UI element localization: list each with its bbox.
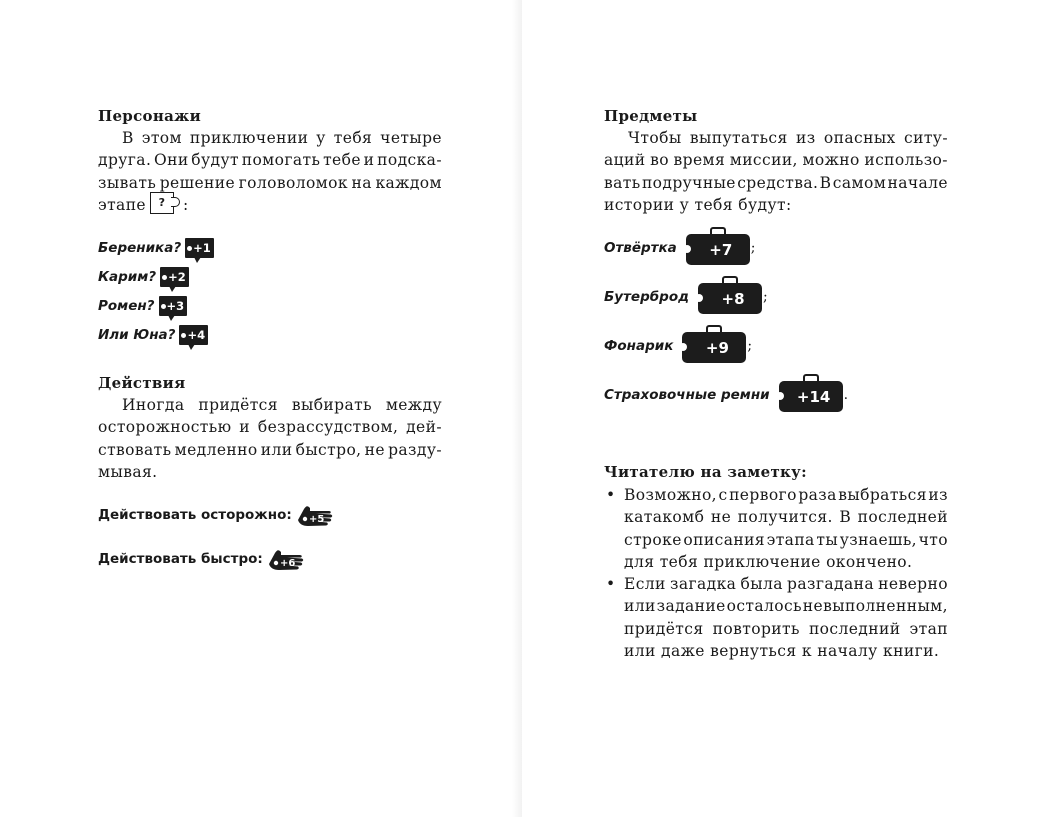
text: или даже вернуться к началу книги.: [624, 642, 940, 661]
word: быстро,: [295, 440, 362, 459]
word: дей-: [406, 418, 442, 437]
character-name: Карим?: [98, 269, 157, 285]
word: описания: [683, 530, 765, 549]
text-line: [98, 194, 442, 216]
right-page: [522, 0, 1044, 817]
bag-notch: [683, 245, 691, 253]
word: аций: [604, 151, 646, 170]
bag-icon: [682, 332, 746, 363]
text: [604, 172, 948, 194]
word: головоломок: [238, 173, 348, 192]
word: опасных: [823, 129, 896, 147]
character-value: +4: [187, 328, 206, 342]
word: последний: [808, 619, 901, 638]
text: [604, 149, 948, 171]
text-line: [624, 595, 948, 617]
punctuation: ;: [747, 337, 753, 354]
word: узнаешь,: [839, 530, 917, 549]
character-row: [98, 325, 208, 345]
text-line: [98, 149, 442, 171]
word: раза: [798, 486, 837, 504]
bag-notch: [695, 294, 703, 302]
word: была: [740, 575, 783, 594]
bag-notch: [679, 343, 687, 351]
bag-handle: [722, 276, 738, 286]
item-value: +8: [721, 289, 745, 308]
speech-bubble-icon: [179, 325, 208, 345]
word: Если: [624, 575, 666, 594]
bullet-mark: •: [606, 575, 616, 594]
note-heading: Читателю на заметку:: [604, 463, 807, 481]
word: В: [839, 508, 852, 527]
word: тебя: [333, 129, 373, 147]
dot: [161, 304, 166, 309]
word: Возможно,: [624, 486, 718, 504]
text-line: [98, 416, 442, 438]
action-careful-row: [98, 502, 334, 528]
word: ствовать: [98, 440, 172, 459]
word: придётся: [624, 619, 704, 638]
list-item: [604, 573, 948, 662]
punctuation: ;: [763, 288, 768, 305]
character-row: [98, 296, 187, 316]
character-row: [98, 267, 189, 287]
word: подручные: [641, 173, 736, 192]
word: не: [364, 440, 385, 459]
word: не: [710, 508, 732, 527]
action-label: Действовать осторожно:: [98, 507, 292, 523]
items-heading: Предметы: [604, 107, 698, 125]
word: выбирать: [291, 396, 372, 414]
word: последней: [857, 508, 948, 527]
word: загадка: [669, 575, 737, 594]
word: начале: [887, 173, 948, 192]
action-value: +6: [279, 558, 296, 569]
characters-heading: Персонажи: [98, 107, 202, 125]
item-row: [604, 230, 755, 265]
word: использо-: [864, 151, 948, 170]
colon: :: [183, 195, 189, 214]
word: зывать: [98, 173, 157, 192]
text-line: [98, 172, 442, 194]
bullet-mark: •: [606, 486, 616, 504]
word: этап: [909, 619, 948, 638]
word: решение: [159, 173, 236, 192]
characters-paragraph: [98, 127, 442, 216]
text-line: [98, 394, 442, 416]
word: из: [796, 129, 816, 147]
item-value: +7: [709, 240, 733, 259]
text: [98, 172, 442, 194]
word: или: [260, 440, 293, 459]
word: подска-: [377, 151, 442, 170]
word: ситу-: [904, 129, 948, 147]
note-list: [604, 484, 948, 662]
word: у: [316, 129, 326, 147]
speech-bubble-icon: [160, 267, 189, 287]
text: [624, 618, 948, 640]
item-name: Бутерброд: [604, 288, 690, 305]
word: средства.: [737, 173, 819, 192]
dot: [162, 275, 167, 280]
dot: [181, 333, 186, 338]
bubble-tail: [194, 257, 201, 263]
word: медленно: [174, 440, 258, 459]
text: [98, 416, 442, 438]
speech-bubble-icon: [185, 238, 214, 258]
hand-icon: [296, 502, 334, 528]
text: мывая.: [98, 462, 158, 481]
word: четыре: [380, 129, 442, 147]
item-row: [604, 279, 768, 314]
word: на: [351, 173, 372, 192]
text-line: [98, 439, 442, 461]
text-line: [604, 194, 948, 216]
item-name: Отвёртка: [604, 239, 677, 256]
word: разду-: [388, 440, 442, 459]
items-paragraph: [604, 127, 948, 216]
character-value: +1: [193, 241, 211, 255]
word: В: [819, 173, 832, 192]
word: Они: [154, 151, 189, 170]
text: [624, 595, 948, 617]
word: или: [624, 597, 656, 616]
text-line: [624, 484, 948, 506]
puzzle-mark: ?: [158, 195, 166, 209]
bubble-tail: [169, 286, 176, 292]
list-item: [604, 484, 948, 573]
item-value: +9: [705, 338, 729, 357]
actions-heading: Действия: [98, 374, 186, 392]
item-row: [604, 328, 752, 363]
character-name: Береника?: [98, 240, 182, 256]
text-line: [624, 551, 948, 573]
word: во: [650, 151, 669, 170]
word: строке: [624, 530, 682, 549]
text: [624, 506, 948, 528]
text: истории у тебя будут:: [604, 195, 792, 214]
text: [624, 484, 948, 506]
text-line: [98, 127, 442, 149]
character-row: [98, 238, 214, 258]
text-line: [604, 172, 948, 194]
text: для тебя приключение окончено.: [624, 552, 913, 571]
word: повторить: [712, 619, 800, 638]
text-line: [98, 461, 442, 483]
word: задание: [656, 597, 726, 616]
item-name: Фонарик: [604, 337, 674, 354]
word: выбраться: [838, 486, 927, 504]
word: из: [928, 486, 948, 504]
word: безрассудством,: [257, 418, 399, 437]
word: помогать: [241, 151, 321, 170]
word: этапа: [766, 530, 815, 549]
item-name: Страховочные ремни: [604, 386, 770, 403]
text-line: [624, 529, 948, 551]
text: [628, 127, 948, 149]
word: осторожностью: [98, 418, 232, 437]
word: ты: [816, 530, 839, 549]
word: каждом: [375, 173, 442, 192]
bubble-tail: [188, 344, 195, 350]
word: тебе: [323, 151, 361, 170]
word: первого: [729, 486, 797, 504]
word: придётся: [198, 396, 278, 414]
word: будут: [191, 151, 239, 170]
character-value: +3: [166, 299, 185, 313]
action-value: +5: [308, 514, 325, 525]
dot: [187, 246, 192, 251]
word: осталось: [726, 597, 802, 616]
text: [624, 529, 948, 551]
punctuation: ;: [750, 239, 756, 256]
word: В: [122, 129, 134, 147]
text: [624, 573, 948, 595]
word: приключении: [189, 129, 309, 147]
text: [122, 127, 442, 149]
word: что: [918, 530, 948, 549]
text-line: [624, 618, 948, 640]
word: друга.: [98, 151, 152, 170]
character-name: Или Юна?: [98, 327, 176, 343]
speech-bubble-icon: [159, 296, 188, 316]
puzzle-knob: [171, 197, 180, 207]
text: этапе: [98, 195, 147, 214]
word: невыполненным,: [802, 597, 948, 616]
word: можно: [802, 151, 860, 170]
word: миссии,: [729, 151, 798, 170]
text: [98, 149, 442, 171]
bag-icon: [698, 283, 762, 314]
word: получится.: [737, 508, 833, 527]
text: [122, 394, 442, 416]
text: [98, 439, 442, 461]
word: неверно: [878, 575, 948, 594]
word: время: [673, 151, 726, 170]
text-line: [624, 573, 948, 595]
bag-notch: [776, 392, 784, 400]
punctuation: .: [843, 386, 849, 403]
action-label: Действовать быстро:: [98, 551, 263, 567]
bag-icon: [779, 381, 843, 412]
bag-handle: [706, 325, 722, 335]
word: и: [363, 151, 375, 170]
action-fast-row: [98, 546, 305, 572]
character-name: Ромен?: [98, 298, 155, 314]
text-line: [604, 149, 948, 171]
word: между: [385, 396, 442, 414]
bubble-tail: [168, 315, 175, 321]
word: Чтобы: [628, 129, 682, 147]
bag-handle: [803, 374, 819, 384]
item-row: [604, 377, 848, 412]
bag-icon: [686, 234, 750, 265]
character-value: +2: [168, 270, 186, 284]
hand-icon: [267, 546, 305, 572]
word: Иногда: [122, 396, 185, 414]
text-line: [604, 127, 948, 149]
word: катакомб: [624, 508, 705, 527]
word: вать: [604, 173, 641, 192]
word: разгадана: [787, 575, 874, 594]
puzzle-icon: [150, 192, 174, 214]
text-line: [624, 640, 948, 662]
word: этом: [141, 129, 182, 147]
word: и: [239, 418, 251, 437]
word: самом: [832, 173, 887, 192]
word: с: [718, 486, 728, 504]
text-line: [624, 506, 948, 528]
actions-paragraph: [98, 394, 442, 483]
bag-handle: [710, 227, 726, 237]
word: выпутаться: [689, 129, 788, 147]
item-value: +14: [796, 387, 831, 406]
